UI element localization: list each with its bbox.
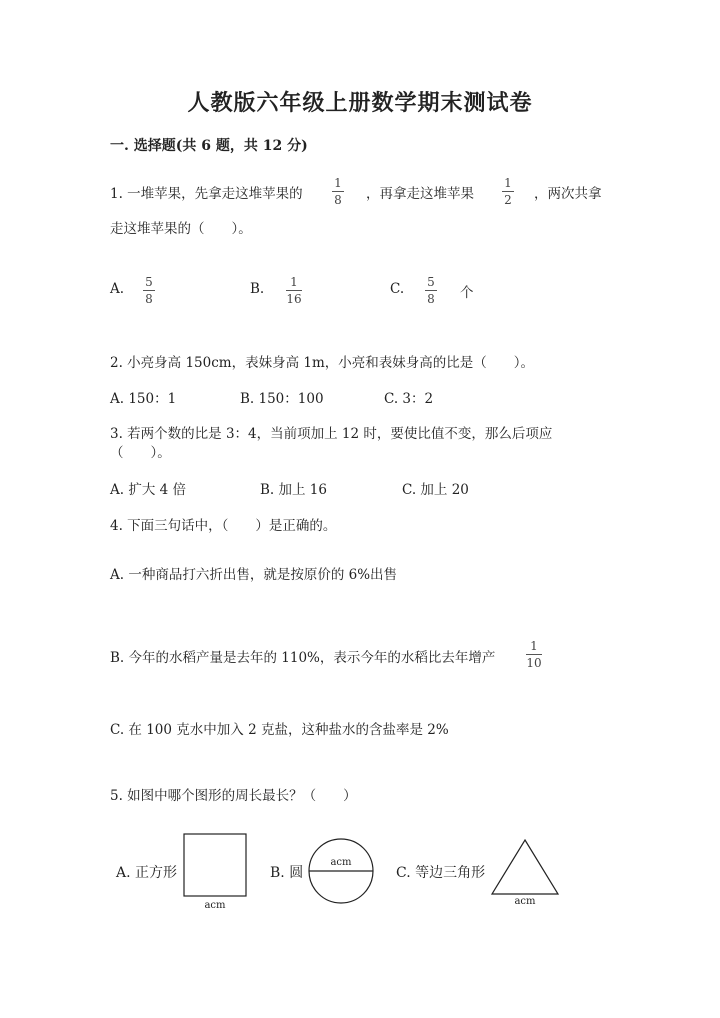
fraction-denominator: 8 — [334, 193, 342, 207]
square-dimension-label: acm — [204, 900, 226, 911]
q5-text: 5. 如图中哪个图形的周长最长？（ ） — [110, 788, 357, 804]
q1-option-c-suffix: 个 — [460, 285, 474, 301]
square-figure — [180, 830, 252, 912]
q1-text-c: ，两次共拿 — [534, 186, 602, 202]
q1-fraction-1 — [332, 176, 344, 207]
fraction-denominator: 16 — [286, 292, 302, 306]
q1-option-b-fraction — [286, 275, 302, 306]
q4-option-b: B. 今年的水稻产量是去年的 110%，表示今年的水稻比去年增产 — [110, 650, 496, 666]
circle-figure — [304, 834, 378, 908]
fraction-numerator: 1 — [504, 176, 512, 190]
q2-text: 2. 小亮身高 150cm，表妹身高 1m，小亮和表妹身高的比是（ ）。 — [110, 355, 535, 371]
q1-text-b: ，再拿走这堆苹果 — [366, 186, 474, 202]
q1-option-a-label: A. — [110, 281, 125, 297]
q1-option-a-fraction — [143, 275, 155, 306]
fraction-numerator: 1 — [530, 639, 538, 653]
fraction-numerator: 5 — [427, 275, 435, 289]
q1-option-c-fraction — [425, 275, 437, 306]
q1-option-b-label: B. — [250, 281, 265, 297]
fraction-numerator: 1 — [334, 176, 342, 190]
q5-figure-a-label: A. 正方形 — [116, 865, 178, 881]
q2-option-c: C. 3：2 — [384, 391, 434, 407]
fraction-numerator: 1 — [290, 275, 298, 289]
section-heading: 一. 选择题(共 6 题，共 12 分) — [110, 138, 308, 154]
q2-option-b: B. 150：100 — [240, 391, 324, 407]
q1-text-line2: 走这堆苹果的（ ）。 — [110, 221, 252, 237]
q3-text-line1: 3. 若两个数的比是 3：4，当前项加上 12 时，要使比值不变，那么后项应 — [110, 426, 553, 442]
fraction-denominator: 2 — [504, 193, 512, 207]
q3-option-a: A. 扩大 4 倍 — [110, 482, 187, 498]
q4-option-b-fraction — [526, 639, 542, 670]
fraction-denominator: 8 — [145, 292, 153, 306]
fraction-numerator: 5 — [145, 275, 153, 289]
q4-option-c: C. 在 100 克水中加入 2 克盐，这种盐水的含盐率是 2% — [110, 722, 449, 738]
q5-figure-c-label: C. 等边三角形 — [396, 865, 486, 881]
q4-option-a: A. 一种商品打六折出售，就是按原价的 6%出售 — [110, 567, 398, 583]
triangle-dimension-label: acm — [514, 896, 536, 907]
q2-option-a: A. 150：1 — [110, 391, 177, 407]
fraction-denominator: 8 — [427, 292, 435, 306]
q1-fraction-2 — [502, 176, 514, 207]
q4-text: 4. 下面三句话中，（ ）是正确的。 — [110, 518, 337, 534]
q5-figure-b-label: B. 圆 — [270, 865, 304, 881]
triangle-figure — [488, 836, 562, 908]
fraction-denominator: 10 — [526, 656, 542, 670]
circle-dimension-label: acm — [330, 857, 352, 868]
page-title: 人教版六年级上册数学期末测试卷 — [187, 90, 533, 116]
q1-option-c-label: C. — [390, 281, 405, 297]
q3-text-line2: （ ）。 — [110, 445, 171, 461]
q1-text-a: 1. 一堆苹果，先拿走这堆苹果的 — [110, 186, 303, 202]
q3-option-b: B. 加上 16 — [260, 482, 327, 498]
q3-option-c: C. 加上 20 — [402, 482, 469, 498]
